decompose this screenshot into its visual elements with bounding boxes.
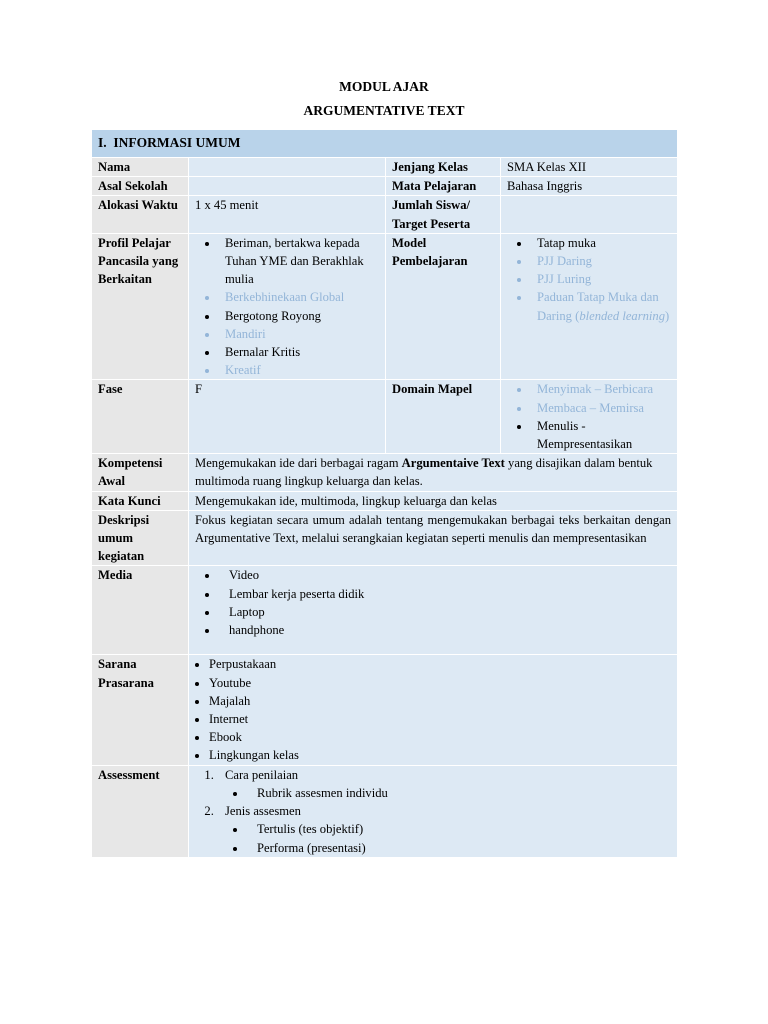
list-item: • Bergotong Royong <box>219 307 379 325</box>
value-media <box>189 566 678 655</box>
list-item: • Menulis - Mempresentasikan <box>531 417 671 453</box>
list-item: • Youtube <box>209 674 671 692</box>
section-header <box>92 130 678 158</box>
list-item: • PJJ Luring <box>531 270 671 288</box>
row-sarana <box>92 655 678 765</box>
list-item: • Mandiri <box>219 325 379 343</box>
value-sarana <box>189 655 678 765</box>
value-alokasi-waktu: 1 x 45 menit <box>189 196 386 233</box>
row-kata-kunci <box>92 491 678 510</box>
list-item <box>217 802 671 857</box>
list-item: • Rubrik assesmen individu <box>247 784 671 802</box>
value-deskripsi: Fokus kegiatan secara umum adalah tentang mengemukakan berbagai teks berkaitan dengan Argumentative Text, melalui serangkaian kegiatan seperti menulis dan mempresentasikan <box>189 510 678 566</box>
label-profil-pelajar: Profil Pelajar Pancasila yang Berkaitan <box>92 233 189 380</box>
label-model-pembelajaran: Model Pembelajaran <box>386 233 501 380</box>
label-mata-pelajaran: Mata Pelajaran <box>386 177 501 196</box>
model-list <box>507 234 671 325</box>
row-nama <box>92 158 678 177</box>
value-domain-mapel <box>501 380 678 454</box>
assessment-jenis: Jenis assesmen <box>225 804 301 819</box>
label-domain-mapel: Domain Mapel <box>386 380 501 454</box>
list-item: • Performa (presentasi) <box>247 839 671 857</box>
list-item: • Majalah <box>209 692 671 710</box>
row-media <box>92 566 678 655</box>
label-nama: Nama <box>92 158 189 177</box>
value-mata-pelajaran: Bahasa Inggris <box>501 177 678 196</box>
section-number: I. <box>98 135 107 151</box>
blended-prefix: Paduan Tatap Muka dan Daring ( <box>537 290 659 323</box>
value-fase: F <box>189 380 386 454</box>
label-media: Media <box>92 566 189 655</box>
jenis-list <box>225 820 671 856</box>
list-item: • Video <box>219 566 671 584</box>
row-deskripsi <box>92 510 678 566</box>
document-title: MODUL AJAR <box>339 79 429 94</box>
list-item: • Lembar kerja peserta didik <box>219 585 671 603</box>
row-kompetensi <box>92 454 678 491</box>
row-fase <box>92 380 678 454</box>
value-profil-pelajar <box>189 233 386 380</box>
list-item <box>531 288 671 324</box>
label-jenjang: Jenjang Kelas <box>386 158 501 177</box>
value-kompetensi-awal <box>189 454 678 491</box>
list-item: • Bernalar Kritis <box>219 343 379 361</box>
label-fase: Fase <box>92 380 189 454</box>
list-item: • Berkebhinekaan Global <box>219 288 379 306</box>
kompetensi-bold: Argumentaive Text <box>401 456 505 471</box>
list-item: • Kreatif <box>219 361 379 379</box>
list-item: • Internet <box>209 710 671 728</box>
list-item: • Membaca – Memirsa <box>531 399 671 417</box>
label-asal-sekolah: Asal Sekolah <box>92 177 189 196</box>
label-alokasi-waktu: Alokasi Waktu <box>92 196 189 233</box>
value-model-pembelajaran <box>501 233 678 380</box>
cara-list <box>225 784 671 802</box>
value-kata-kunci: Mengemukakan ide, multimoda, lingkup keluarga dan kelas <box>189 491 678 510</box>
sarana-list <box>195 655 671 764</box>
label-deskripsi: Deskripsi umum kegiatan <box>92 510 189 566</box>
list-item: • Laptop <box>219 603 671 621</box>
value-jenjang: SMA Kelas XII <box>501 158 678 177</box>
list-item: • Tatap muka <box>531 234 671 252</box>
row-alokasi <box>92 196 678 233</box>
label-kata-kunci: Kata Kunci <box>92 491 189 510</box>
kompetensi-text: Mengemukakan ide dari berbagai ragam <box>195 456 402 471</box>
value-nama <box>189 158 386 177</box>
row-profil <box>92 233 678 380</box>
label-jumlah-siswa: Jumlah Siswa/ Target Peserta <box>386 196 501 233</box>
list-item: • Lingkungan kelas <box>209 746 671 764</box>
domain-list <box>507 380 671 453</box>
assessment-cara: Cara penilaian <box>225 767 299 782</box>
label-kompetensi-awal: Kompetensi Awal <box>92 454 189 491</box>
assessment-list <box>195 766 671 857</box>
label-assessment: Assessment <box>92 765 189 857</box>
list-item: • Ebook <box>209 728 671 746</box>
section-title: INFORMASI UMUM <box>113 135 241 151</box>
list-item: • PJJ Daring <box>531 252 671 270</box>
info-table <box>91 129 678 858</box>
value-jumlah-siswa <box>501 196 678 233</box>
profil-list <box>195 234 379 380</box>
list-item: • handphone <box>219 621 671 639</box>
row-assessment <box>92 765 678 857</box>
section-header-row <box>92 130 678 158</box>
list-item: • Perpustakaan <box>209 655 671 673</box>
kompetensi-text-end: yang disajikan dalam bentuk multimoda ruang lingkup keluarga dan kelas. <box>195 456 653 489</box>
list-item: • Menyimak – Berbicara <box>531 380 671 398</box>
value-asal-sekolah <box>189 177 386 196</box>
blended-em: blended learning <box>579 308 666 323</box>
blended-suffix: ) <box>665 308 670 323</box>
list-item <box>217 766 671 802</box>
row-asal-sekolah <box>92 177 678 196</box>
label-sarana: Sarana Prasarana <box>92 655 189 765</box>
list-item: • Beriman, bertakwa kepada Tuhan YME dan Berakhlak mulia <box>219 234 379 289</box>
list-item: • Tertulis (tes objektif) <box>247 820 671 838</box>
document-subtitle: ARGUMENTATIVE TEXT <box>303 103 465 118</box>
media-list <box>195 566 671 639</box>
value-assessment <box>189 765 678 857</box>
